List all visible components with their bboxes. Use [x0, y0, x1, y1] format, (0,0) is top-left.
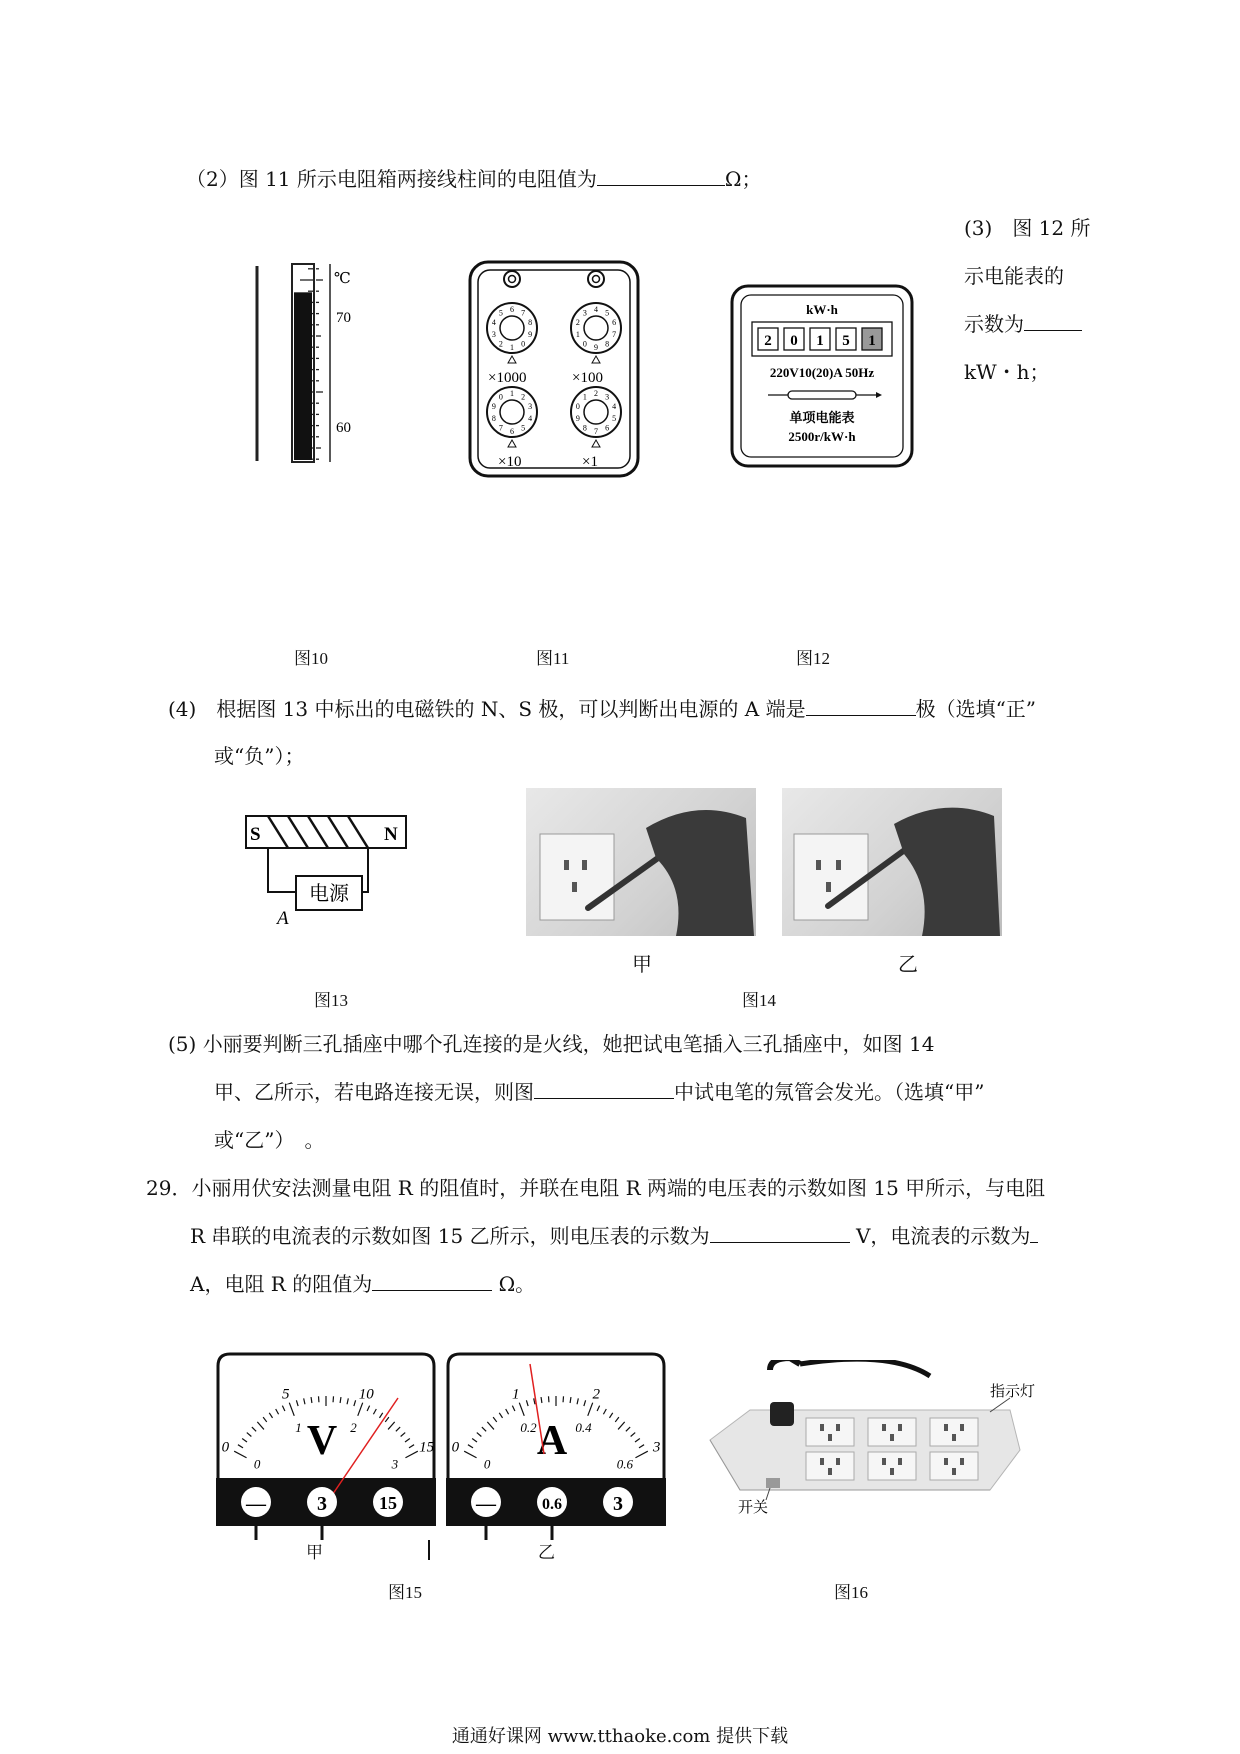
- meters-figure: [214, 1350, 670, 1540]
- q29-l1: 29．小丽用伏安法测量电阻 R 的阻值时，并联在电阻 R 两端的电压表的示数如图 15 甲所示，与电阻: [146, 1176, 1046, 1200]
- svg-text:3: 3: [582, 308, 587, 318]
- q28-part5-l2: [214, 1078, 984, 1106]
- svg-text:0: 0: [498, 392, 503, 402]
- dial-label-1000: ×1000: [488, 370, 527, 386]
- meter-unit: kW·h: [806, 302, 838, 317]
- scale-label-bottom: 0.2: [520, 1420, 537, 1436]
- answer-blank-voltage[interactable]: [710, 1222, 850, 1243]
- q28-part2-unit: Ω；: [724, 167, 762, 191]
- resistance-box-figure: [466, 258, 646, 480]
- svg-text:9: 9: [491, 402, 496, 412]
- scale-label-bottom: 0: [483, 1456, 491, 1472]
- scale-label-top: 10: [358, 1386, 374, 1403]
- meter-rotor-window: [788, 391, 856, 399]
- label-jia: 甲: [632, 954, 652, 976]
- am-terminal-3: 3: [613, 1493, 623, 1515]
- q28-part5-suffix: 中试电笔的氖管会发光。（选填“甲”: [674, 1080, 985, 1104]
- strip-switch: [766, 1478, 780, 1488]
- svg-text:0: 0: [575, 402, 580, 412]
- photo-jia: [526, 788, 756, 936]
- answer-blank-r[interactable]: [372, 1270, 492, 1291]
- svg-text:8: 8: [528, 318, 533, 328]
- answer-blank-pole[interactable]: [806, 695, 916, 716]
- scale-label-bottom: 1: [295, 1420, 302, 1436]
- meter-digit: 1: [816, 333, 824, 349]
- q28-part3-l3: [964, 310, 1082, 338]
- q28-part5-l3: 或“乙”） 。: [214, 1128, 325, 1152]
- meter-rate: 2500r/kW·h: [788, 429, 856, 444]
- svg-text:6: 6: [510, 427, 514, 436]
- thermometer-unit: ℃: [334, 271, 351, 287]
- label-switch: 开关: [738, 1500, 769, 1516]
- q28-part4-l2: 或“负”）；: [214, 744, 305, 768]
- label-voltmeter: 甲: [306, 1543, 323, 1562]
- svg-text:4: 4: [612, 402, 617, 412]
- svg-text:5: 5: [498, 308, 503, 318]
- vm-terminal-3: 3: [317, 1493, 327, 1515]
- q28-part4-suffix: 极（选填“正”: [915, 697, 1037, 721]
- svg-text:8: 8: [582, 423, 587, 433]
- q29-l2-text: R 串联的电流表的示数如图 15 乙所示，则电压表的示数为: [190, 1224, 710, 1248]
- svg-text:7: 7: [594, 427, 598, 436]
- strip-socket: [868, 1452, 916, 1480]
- svg-text:0: 0: [521, 339, 526, 349]
- answer-blank-tester[interactable]: [534, 1078, 674, 1099]
- terminal-a-label: A: [277, 908, 289, 929]
- svg-text:9: 9: [528, 329, 533, 339]
- answer-blank-energy[interactable]: [1024, 310, 1082, 331]
- strip-socket: [930, 1452, 978, 1480]
- svg-text:4: 4: [594, 305, 598, 314]
- q28-part5-l1: (5) 小丽要判断三孔插座中哪个孔连接的是火线，她把试电笔插入三孔插座中，如图 14: [168, 1032, 935, 1056]
- meter-spec: 220V10(20)A 50Hz: [769, 365, 875, 380]
- answer-blank-current[interactable]: [1030, 1222, 1038, 1243]
- caption-fig10: 图10: [294, 649, 328, 668]
- svg-text:3: 3: [491, 329, 496, 339]
- caption-fig16: 图16: [834, 1583, 868, 1602]
- q28-part4-text: (4) 根据图 13 中标出的电磁铁的 N、S 极，可以判断出电源的 A 端是: [168, 697, 806, 721]
- q28-part3-l2: 示电能表的: [964, 264, 1064, 288]
- caption-fig11: 图11: [536, 649, 570, 668]
- svg-text:6: 6: [612, 318, 617, 328]
- q29-l2: [190, 1222, 1038, 1250]
- q28-part3-l3-text: 示数为: [964, 312, 1024, 336]
- svg-text:1: 1: [575, 329, 580, 339]
- svg-text:9: 9: [594, 343, 598, 352]
- svg-text:8: 8: [605, 339, 610, 349]
- svg-text:5: 5: [612, 413, 617, 423]
- q28-part4-l1: [168, 695, 1036, 723]
- thermometer-label-70: 70: [336, 310, 351, 326]
- caption-fig13: 图13: [314, 991, 348, 1010]
- energy-meter-figure: [728, 282, 918, 472]
- ammeter-letter: A: [536, 1418, 568, 1464]
- electromagnet-figure: [244, 812, 414, 936]
- svg-text:2: 2: [575, 318, 580, 328]
- svg-text:7: 7: [521, 308, 526, 318]
- pole-s: S: [250, 824, 261, 845]
- svg-text:6: 6: [510, 305, 514, 314]
- svg-text:5: 5: [605, 308, 610, 318]
- scale-label-bottom: 0: [253, 1456, 261, 1472]
- q28-part3-l4: kW・h；: [964, 360, 1050, 384]
- svg-text:1: 1: [582, 392, 587, 402]
- q28-part2-text: （2）图 11 所示电阻箱两接线柱间的电阻值为: [186, 167, 597, 191]
- meter-digit: 2: [764, 333, 772, 349]
- terminal-left: [504, 271, 520, 287]
- scale-label-top: 15: [419, 1439, 435, 1456]
- q28-part3-l1: (3) 图 12 所: [964, 216, 1091, 240]
- q29-l3-suffix: Ω。: [492, 1272, 536, 1296]
- scale-label-top: 5: [282, 1386, 290, 1403]
- power-strip-figure: [690, 1360, 1070, 1520]
- plug: [770, 1402, 794, 1426]
- dial-knob[interactable]: [487, 303, 537, 363]
- label-yi: 乙: [898, 954, 918, 976]
- meter-digit: 0: [790, 333, 798, 349]
- dial-knob[interactable]: [487, 387, 537, 447]
- power-source-label: 电源: [309, 883, 349, 905]
- voltmeter-letter: V: [306, 1418, 338, 1464]
- q29-l3: [190, 1270, 535, 1298]
- terminal-right: [588, 271, 604, 287]
- svg-text:3: 3: [528, 402, 533, 412]
- scale-label-bottom: 0.6: [616, 1456, 633, 1472]
- thermometer-mercury: [294, 292, 312, 460]
- thermometer-label-60: 60: [336, 420, 351, 436]
- strip-socket: [806, 1418, 854, 1446]
- svg-text:0: 0: [582, 339, 587, 349]
- svg-text:4: 4: [491, 318, 496, 328]
- scale-label-bottom: 3: [391, 1456, 399, 1472]
- ammeter: [446, 1354, 666, 1540]
- scale-label-top: 3: [652, 1439, 661, 1456]
- svg-text:3: 3: [605, 392, 610, 402]
- svg-text:1: 1: [510, 389, 514, 398]
- dial-knob[interactable]: [571, 303, 621, 363]
- svg-text:8: 8: [491, 413, 496, 423]
- strip-socket: [868, 1418, 916, 1446]
- footer: 通通好课网 www.tthaoke.com 提供下载: [451, 1726, 789, 1747]
- meter-name: 单项电能表: [789, 410, 855, 425]
- pole-n: N: [384, 824, 398, 845]
- svg-text:6: 6: [605, 423, 610, 433]
- coil: [268, 816, 368, 848]
- svg-text:1: 1: [510, 343, 514, 352]
- svg-text:7: 7: [498, 423, 503, 433]
- vm-terminal-neg: —: [246, 1493, 266, 1515]
- voltmeter: [216, 1354, 436, 1540]
- svg-text:2: 2: [521, 392, 526, 402]
- strip-socket: [806, 1452, 854, 1480]
- scale-label-top: 2: [592, 1386, 600, 1403]
- q29-l2-mid: V，电流表的示数为: [849, 1224, 1031, 1248]
- scale-label-bottom: 0.4: [575, 1420, 592, 1436]
- dial-knob[interactable]: [571, 387, 621, 447]
- label-indicator: 指示灯: [990, 1384, 1036, 1400]
- meter-digit: 1: [868, 333, 876, 349]
- svg-text:2: 2: [498, 339, 503, 349]
- am-terminal-06: 0.6: [542, 1496, 562, 1513]
- q28-part5-text: 甲、乙所示，若电路连接无误，则图: [214, 1080, 534, 1104]
- answer-blank-resistance[interactable]: [597, 165, 725, 186]
- am-terminal-neg: —: [476, 1493, 496, 1515]
- label-ammeter: 乙: [538, 1543, 555, 1562]
- scale-label-top: 1: [512, 1386, 520, 1403]
- meter-digit: 5: [842, 333, 850, 349]
- svg-text:9: 9: [575, 413, 580, 423]
- q28-part2: [186, 165, 761, 193]
- vm-terminal-15: 15: [379, 1493, 397, 1513]
- svg-text:5: 5: [521, 423, 526, 433]
- dial-label-10: ×10: [498, 454, 522, 470]
- svg-text:4: 4: [528, 413, 533, 423]
- scale-label-top: 0: [221, 1439, 230, 1456]
- scale-label-bottom: 2: [350, 1420, 357, 1436]
- caption-fig12: 图12: [796, 649, 830, 668]
- scale-label-top: 0: [451, 1439, 460, 1456]
- caption-fig14: 图14: [742, 991, 776, 1010]
- q29-l3-text: A，电阻 R 的阻值为: [190, 1272, 373, 1296]
- svg-text:2: 2: [594, 389, 598, 398]
- strip-socket: [930, 1418, 978, 1446]
- photo-yi: [782, 788, 1002, 936]
- cursor-mark: [428, 1540, 430, 1560]
- dial-label-1: ×1: [582, 454, 598, 470]
- thermometer-figure: [246, 256, 366, 466]
- caption-fig15: 图15: [388, 1583, 422, 1602]
- svg-text:7: 7: [612, 329, 617, 339]
- dial-label-100: ×100: [572, 370, 603, 386]
